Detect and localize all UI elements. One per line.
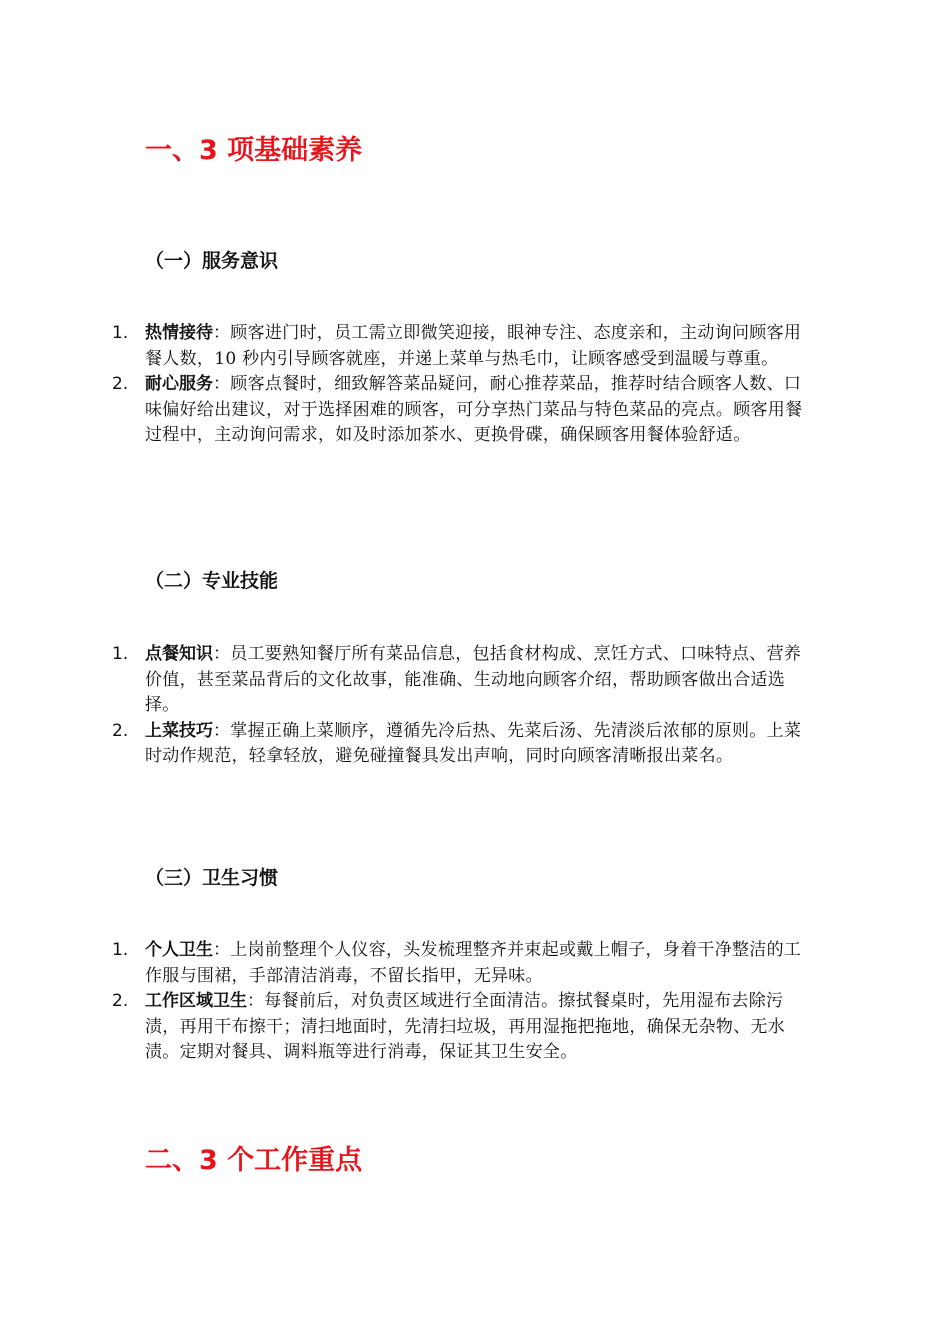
item-term: 工作区域卫生 [145, 991, 247, 1011]
list-item [112, 938, 812, 989]
service-awareness-list [112, 321, 812, 449]
list-item [112, 321, 812, 372]
item-term: 上菜技巧 [145, 720, 213, 741]
item-text: ：上岗前整理个人仪容，头发梳理整齐并束起或戴上帽子，身着干净整洁的工作服与围裙，手部清洁消毒，不留长指甲，无异味。 [145, 940, 802, 986]
list-number: 1. [112, 940, 129, 960]
item-text: ：掌握正确上菜顺序，遵循先冷后热、先菜后汤、先清淡后浓郁的原则。上菜时动作规范，轻拿轻放，避免碰撞餐具发出声响，同时向顾客清晰报出菜名。 [145, 720, 802, 766]
list-item [112, 642, 812, 719]
item-term: 热情接待 [145, 323, 213, 343]
item-text: ：每餐前后，对负责区域进行全面清洁。擦拭餐桌时，先用湿布去除污渍，再用干布擦干；清扫地面时，先清扫垃圾，再用湿拖把拖地，确保无杂物、无水渍。定期对餐具、调料瓶等进行消毒，保证其卫生安全。 [145, 991, 786, 1062]
list-number: 2. [112, 374, 129, 394]
list-number: 2. [112, 720, 129, 741]
item-text: ：员工要熟知餐厅所有菜品信息，包括食材构成、烹饪方式、口味特点、营养价值，甚至菜品背后的文化故事，能准确、生动地向顾客介绍，帮助顾客做出合适选择。 [145, 644, 802, 715]
item-term: 点餐知识 [145, 644, 213, 664]
list-number: 1. [112, 323, 129, 343]
list-item [112, 989, 812, 1066]
item-term: 个人卫生 [145, 940, 213, 960]
item-text: ：顾客点餐时，细致解答菜品疑问，耐心推荐菜品，推荐时结合顾客人数、口味偏好给出建议，对于选择困难的顾客，可分享热门菜品与特色菜品的亮点。顾客用餐过程中，主动询问需求，如及时添加茶水、更换骨碟，确保顾客用餐体验舒适。 [145, 374, 803, 445]
subsection-heading-professional-skills: （二）专业技能 [145, 570, 279, 592]
subsection-heading-service-awareness: （一）服务意识 [145, 250, 279, 272]
list-item [112, 372, 812, 449]
professional-skills-list [112, 642, 812, 770]
hygiene-habits-list [112, 938, 812, 1066]
section-heading-work-focus: 二、3 个工作重点 [145, 1145, 363, 1176]
item-term: 耐心服务 [145, 374, 213, 394]
list-number: 1. [112, 644, 129, 664]
subsection-heading-hygiene-habits: （三）卫生习惯 [145, 867, 279, 889]
section-heading-basic-qualities: 一、3 项基础素养 [145, 135, 363, 166]
list-item [112, 719, 812, 770]
item-text: ：顾客进门时，员工需立即微笑迎接，眼神专注、态度亲和，主动询问顾客用餐人数，10 秒内引导顾客就座，并递上菜单与热毛巾，让顾客感受到温暖与尊重。 [145, 323, 802, 369]
list-number: 2. [112, 991, 129, 1011]
